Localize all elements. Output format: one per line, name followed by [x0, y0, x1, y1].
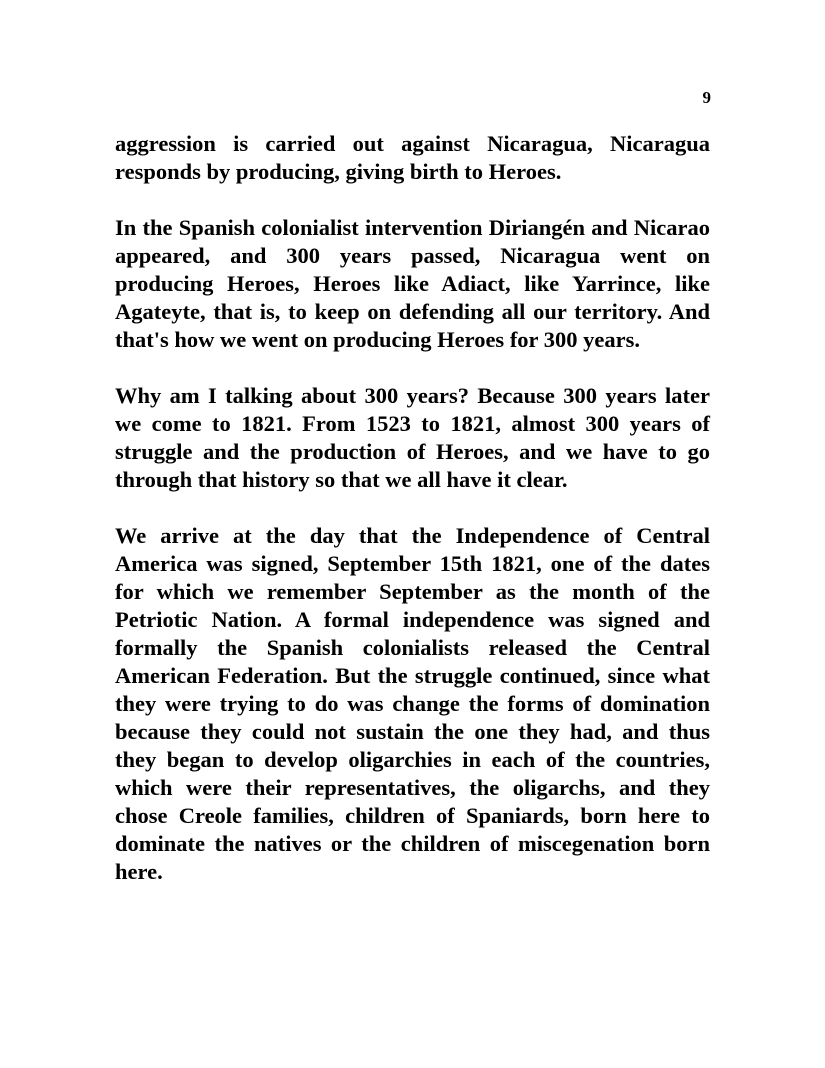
paragraph-1: aggression is carried out against Nicaragua, Nicaragua responds by producing, giving birth to Heroes. — [115, 131, 710, 184]
paragraph-3: Why am I talking about 300 years? Because 300 years later we come to 1821. From 1523 to 1821, almost 300 years of struggle and the production of Heroes, and we have to go through that history so that we all have it clear. — [115, 383, 710, 492]
paragraph-4: We arrive at the day that the Independence of Central America was signed, September 15th 1821, one of the dates for which we remember September as the month of the Petriotic Nation. A formal independence was signed and formally the Spanish colonialists released the Central American Federation. But the struggle continued, since what they were trying to do was change the forms of domination because they could not sustain the one they had, and thus they began to develop oligarchies in each of the countries, which were their representatives, the oligarchs, and they chose Creole families, children of Spaniards, born here to dominate the natives or the children of miscegenation born here. — [115, 523, 710, 884]
body-text — [115, 130, 710, 914]
paragraph-2: In the Spanish colonialist intervention Diriangén and Nicarao appeared, and 300 years passed, Nicaragua went on producing Heroes, Heroes like Adiact, like Yarrince, like Agateyte, that is, to keep on defending all our territory. And that's how we went on producing Heroes for 300 years. — [115, 215, 710, 352]
page-number: 9 — [702, 88, 711, 107]
